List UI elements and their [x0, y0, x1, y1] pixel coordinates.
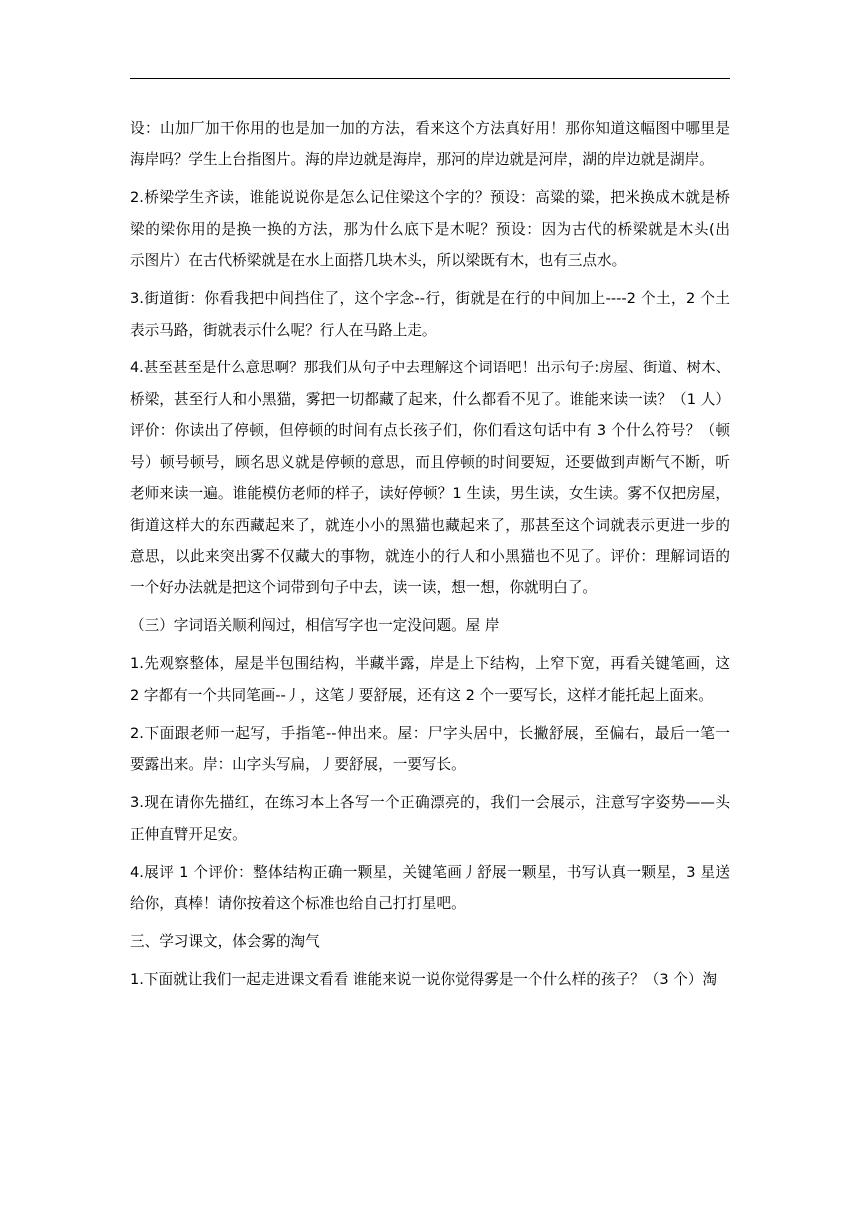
text-line: 梁的梁你用的是换一换的方法，那为什么底下是木呢？预设：因为古代的桥梁就是木头(出 [130, 220, 730, 238]
text-line: 正伸直臂开足安。 [130, 825, 247, 843]
document-body [130, 113, 730, 996]
paragraph [130, 648, 730, 711]
text-line: 1.先观察整体，屋是半包围结构，半藏半露，岸是上下结构，上窄下宽，再看关键笔画，这 [130, 655, 730, 673]
text-line: 2 字都有一个共同笔画--丿，这笔丿要舒展，还有这 2 个一要写长，这样才能托起上面来。 [130, 686, 713, 704]
text-line: 海岸吗？学生上台指图片。海的岸边就是海岸，那河的岸边就是河岸，湖的岸边就是湖岸。 [130, 151, 714, 169]
paragraph [130, 283, 730, 346]
text-line: 3.现在请你先描红，在练习本上各写一个正确漂亮的，我们一会展示，注意写字姿势——头 [130, 794, 730, 812]
text-line: 桥梁，甚至行人和小黑猫，雾把一切都藏了起来，什么都看不见了。谁能来读一读？（1 人） [130, 391, 730, 409]
text-line: 评价：你读出了停顿，但停顿的时间有点长孩子们，你们看这句话中有 3 个什么符号？（顿 [130, 422, 730, 440]
text-line: 三、学习课文，体会雾的淘气 [130, 933, 320, 951]
paragraph [130, 857, 730, 920]
text-line: 1.下面就让我们一起走进课文看看 谁能来说一说你觉得雾是一个什么样的孩子？（3 个）淘 [130, 971, 718, 989]
paragraph [130, 113, 730, 176]
text-line: 一个好办法就是把这个词带到句子中去，读一读，想一想，你就明白了。 [130, 579, 598, 597]
text-line: 要露出来。岸：山字头写扁，丿要舒展，一要写长。 [130, 756, 466, 774]
text-line: 街道这样大的东西藏起来了，就连小小的黑猫也藏起来了，那甚至这个词就表示更进一步的 [130, 516, 730, 534]
text-line: 号）顿号顿号，顾名思义就是停顿的意思，而且停顿的时间要短，还要做到声断气不断，听 [130, 453, 730, 471]
text-line: 2.桥梁学生齐读，谁能说说你是怎么记住梁这个字的？预设：高粱的粱，把米换成木就是桥 [130, 189, 730, 207]
text-line: 示图片）在古代桥梁就是在水上面搭几块木头，所以梁既有木，也有三点水。 [130, 252, 627, 270]
paragraph [130, 610, 730, 641]
text-line: 设：山加厂加干你用的也是加一加的方法，看来这个方法真好用！那你知道这幅图中哪里是 [130, 120, 730, 137]
text-line: 2.下面跟老师一起写，手指笔--伸出来。屋：尸字头居中，长撇舒展，至偏右，最后一笔一 [130, 724, 730, 742]
paragraph [130, 353, 730, 604]
header-rule [130, 78, 730, 79]
text-line: 给你，真棒！请你按着这个标准也给自己打打星吧。 [130, 895, 466, 913]
text-line: （三）字词语关顺利闯过，相信写字也一定没问题。屋 岸 [130, 617, 500, 635]
text-line: 4.甚至甚至是什么意思啊？那我们从句子中去理解这个词语吧！出示句子:房屋、街道、树木、 [130, 359, 730, 376]
text-line: 意思，以此来突出雾不仅藏大的事物，就连小的行人和小黑猫也不见了。评价：理解词语的 [130, 548, 730, 566]
paragraph [130, 964, 730, 995]
text-line: 老师来读一遍。谁能模仿老师的样子，读好停顿？1 生读，男生读，女生读。雾不仅把房屋， [130, 485, 730, 503]
text-line: 表示马路，街就表示什么呢？行人在马路上走。 [130, 321, 437, 339]
paragraph [130, 787, 730, 850]
text-line: 3.街道街：你看我把中间挡住了，这个字念--行，街就是在行的中间加上----2 个土，2 个土 [130, 290, 730, 308]
paragraph [130, 718, 730, 781]
paragraph [130, 926, 730, 957]
text-line: 4.展评 1 个评价：整体结构正确一颗星，关键笔画丿舒展一颗星，书写认真一颗星，3 星送 [130, 863, 730, 881]
paragraph [130, 182, 730, 276]
